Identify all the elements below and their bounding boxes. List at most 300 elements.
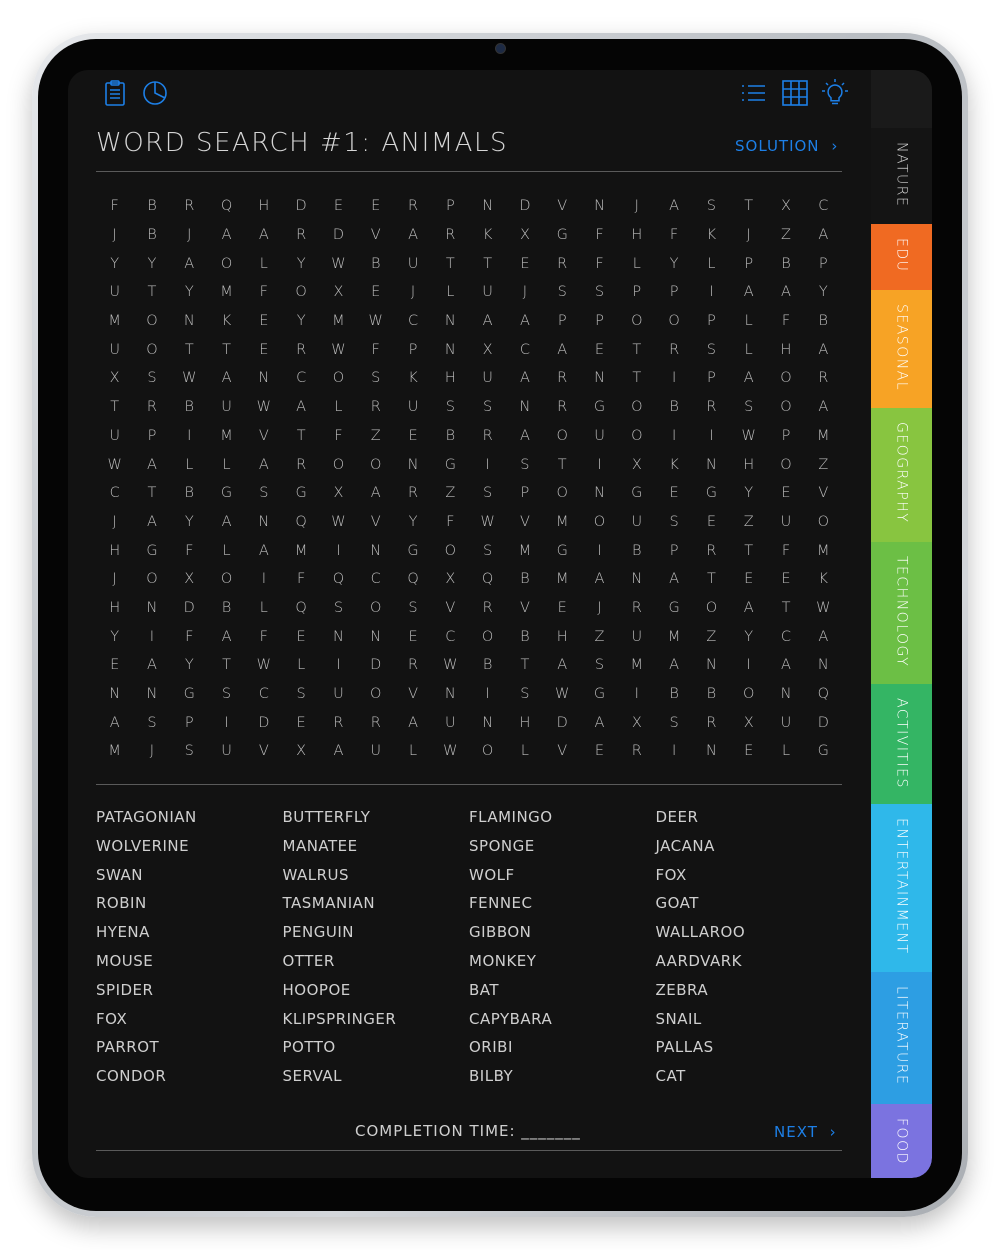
grid-letter[interactable]: E — [296, 714, 306, 731]
grid-letter[interactable]: U — [482, 370, 493, 387]
grid-letter[interactable]: S — [483, 399, 493, 416]
grid-letter[interactable]: D — [519, 198, 531, 215]
grid-icon[interactable] — [780, 78, 810, 108]
grid-letter[interactable]: K — [818, 571, 829, 588]
grid-letter[interactable]: I — [261, 571, 266, 588]
grid-letter[interactable]: H — [780, 341, 792, 358]
grid-letter[interactable]: A — [519, 427, 530, 444]
grid-letter[interactable]: F — [595, 227, 604, 244]
grid-letter[interactable]: P — [707, 313, 716, 330]
grid-letter[interactable]: J — [634, 198, 639, 215]
grid-letter[interactable]: O — [481, 628, 494, 645]
grid-letter[interactable]: R — [557, 255, 568, 272]
grid-letter[interactable]: T — [110, 399, 120, 416]
grid-letter[interactable]: L — [632, 255, 641, 272]
grid-letter[interactable]: F — [296, 571, 306, 588]
grid-letter[interactable]: E — [744, 571, 754, 588]
grid-letter[interactable]: O — [146, 341, 158, 358]
grid-letter[interactable]: I — [709, 284, 714, 301]
grid-letter[interactable]: S — [594, 284, 605, 301]
grid-letter[interactable]: N — [482, 714, 494, 731]
grid-letter[interactable]: Y — [110, 255, 120, 272]
grid-letter[interactable]: C — [370, 571, 381, 588]
grid-letter[interactable]: F — [185, 542, 194, 559]
grid-letter[interactable]: Y — [110, 628, 120, 645]
grid-letter[interactable]: Y — [147, 255, 157, 272]
grid-letter[interactable]: B — [370, 255, 381, 272]
grid-letter[interactable]: F — [371, 341, 380, 358]
grid-letter[interactable]: G — [668, 599, 680, 616]
grid-letter[interactable]: J — [410, 284, 416, 301]
grid-letter[interactable]: U — [221, 399, 232, 416]
grid-letter[interactable]: C — [780, 628, 792, 645]
grid-letter[interactable]: P — [445, 198, 455, 215]
grid-letter[interactable]: M — [630, 657, 644, 674]
grid-letter[interactable]: G — [407, 542, 419, 559]
grid-letter[interactable]: R — [146, 399, 157, 416]
grid-letter[interactable]: W — [331, 341, 346, 358]
grid-letter[interactable]: S — [483, 542, 493, 559]
grid-letter[interactable]: L — [334, 399, 343, 416]
grid-letter[interactable]: H — [631, 227, 643, 244]
grid-letter[interactable]: O — [332, 456, 345, 473]
grid-letter[interactable]: R — [333, 714, 344, 731]
grid-letter[interactable]: X — [482, 341, 493, 358]
grid-letter[interactable]: Y — [744, 485, 754, 502]
grid-letter[interactable]: L — [744, 341, 753, 358]
grid-letter[interactable]: V — [370, 227, 381, 244]
grid-letter[interactable]: O — [780, 370, 792, 387]
grid-letter[interactable]: U — [631, 513, 643, 530]
grid-letter[interactable]: Z — [818, 456, 829, 473]
grid-letter[interactable]: E — [371, 198, 381, 215]
grid-letter[interactable]: W — [368, 313, 383, 330]
grid-letter[interactable]: H — [109, 599, 121, 616]
grid-letter[interactable]: N — [705, 657, 717, 674]
grid-letter[interactable]: R — [407, 485, 419, 502]
tab-seasonal[interactable] — [871, 290, 932, 408]
grid-letter[interactable]: C — [258, 686, 269, 703]
grid-letter[interactable]: W — [443, 657, 458, 674]
grid-letter[interactable]: T — [483, 255, 493, 272]
grid-letter[interactable]: T — [632, 370, 642, 387]
grid-letter[interactable]: G — [556, 542, 568, 559]
grid-letter[interactable]: O — [444, 542, 457, 559]
tab-food[interactable] — [871, 1104, 932, 1178]
clipboard-icon[interactable] — [100, 78, 130, 108]
lightbulb-icon[interactable] — [820, 78, 850, 108]
grid-letter[interactable]: P — [408, 341, 418, 358]
grid-letter[interactable]: O — [742, 686, 755, 703]
grid-letter[interactable]: V — [370, 513, 381, 530]
grid-letter[interactable]: I — [634, 686, 639, 703]
tab-nature[interactable] — [871, 128, 932, 224]
grid-letter[interactable]: S — [296, 686, 306, 703]
grid-letter[interactable]: N — [407, 456, 419, 473]
grid-letter[interactable]: B — [706, 686, 717, 703]
grid-letter[interactable]: T — [632, 341, 642, 358]
grid-letter[interactable]: S — [333, 599, 344, 616]
grid-letter[interactable]: T — [520, 657, 530, 674]
grid-letter[interactable]: R — [706, 399, 717, 416]
grid-letter[interactable]: S — [706, 198, 716, 215]
grid-letter[interactable]: H — [109, 542, 121, 559]
grid-letter[interactable]: X — [519, 227, 530, 244]
grid-letter[interactable]: E — [669, 485, 679, 502]
grid-letter[interactable]: R — [370, 714, 381, 731]
grid-letter[interactable]: I — [485, 686, 490, 703]
grid-letter[interactable]: B — [147, 198, 157, 215]
tab-geography[interactable] — [871, 408, 932, 542]
grid-letter[interactable]: O — [593, 513, 606, 530]
grid-letter[interactable]: L — [707, 255, 716, 272]
grid-letter[interactable]: B — [818, 313, 829, 330]
grid-letter[interactable]: L — [185, 456, 194, 473]
grid-letter[interactable]: R — [296, 456, 307, 473]
grid-letter[interactable]: B — [482, 657, 493, 674]
grid-letter[interactable]: O — [146, 313, 158, 330]
grid-letter[interactable]: G — [220, 485, 233, 502]
grid-letter[interactable]: K — [408, 370, 418, 387]
grid-letter[interactable]: N — [333, 628, 344, 645]
grid-letter[interactable]: L — [781, 743, 791, 760]
grid-letter[interactable]: I — [597, 456, 602, 473]
grid-letter[interactable]: S — [706, 341, 716, 358]
grid-letter[interactable]: Z — [594, 628, 605, 645]
grid-letter[interactable]: Q — [817, 686, 829, 703]
grid-letter[interactable]: D — [817, 714, 829, 731]
grid-letter[interactable]: B — [147, 227, 157, 244]
pie-chart-icon[interactable] — [140, 78, 170, 108]
grid-letter[interactable]: P — [147, 427, 157, 444]
grid-letter[interactable]: E — [408, 427, 418, 444]
grid-letter[interactable]: O — [370, 599, 382, 616]
grid-letter[interactable]: Q — [481, 571, 494, 588]
grid-letter[interactable]: S — [259, 485, 269, 502]
grid-letter[interactable]: K — [482, 227, 493, 244]
grid-letter[interactable]: F — [334, 427, 343, 444]
grid-letter[interactable]: M — [518, 542, 532, 559]
grid-letter[interactable]: M — [817, 542, 830, 559]
grid-letter[interactable]: T — [557, 456, 567, 473]
grid-letter[interactable]: O — [780, 399, 792, 416]
grid-letter[interactable]: L — [222, 542, 231, 559]
grid-letter[interactable]: B — [669, 686, 679, 703]
grid-letter[interactable]: V — [445, 599, 456, 616]
grid-letter[interactable]: Y — [296, 313, 306, 330]
grid-letter[interactable]: R — [482, 599, 493, 616]
grid-letter[interactable]: Z — [781, 227, 791, 244]
grid-letter[interactable]: I — [709, 427, 714, 444]
grid-letter[interactable]: A — [781, 657, 791, 674]
grid-letter[interactable]: V — [408, 686, 418, 703]
grid-letter[interactable]: N — [258, 513, 270, 530]
grid-letter[interactable]: M — [555, 513, 569, 530]
grid-letter[interactable]: D — [370, 657, 382, 674]
grid-letter[interactable]: J — [522, 284, 528, 301]
grid-letter[interactable]: W — [331, 513, 346, 530]
grid-letter[interactable]: R — [184, 198, 195, 215]
grid-letter[interactable]: S — [483, 485, 493, 502]
grid-letter[interactable]: R — [557, 399, 568, 416]
grid-letter[interactable]: A — [109, 714, 120, 731]
tab-activities[interactable] — [871, 684, 932, 804]
grid-letter[interactable]: F — [781, 542, 791, 559]
grid-letter[interactable]: E — [333, 198, 344, 215]
grid-letter[interactable]: E — [259, 341, 269, 358]
grid-letter[interactable]: O — [332, 370, 345, 387]
grid-letter[interactable]: M — [667, 628, 681, 645]
grid-letter[interactable]: A — [184, 255, 195, 272]
grid-letter[interactable]: N — [444, 686, 456, 703]
grid-letter[interactable]: Q — [220, 198, 233, 215]
grid-letter[interactable]: T — [445, 255, 455, 272]
grid-letter[interactable]: B — [781, 255, 791, 272]
grid-letter[interactable]: T — [147, 485, 157, 502]
grid-letter[interactable]: U — [109, 341, 120, 358]
grid-letter[interactable]: N — [258, 370, 270, 387]
grid-letter[interactable]: A — [408, 227, 418, 244]
grid-letter[interactable]: H — [743, 456, 755, 473]
grid-letter[interactable]: L — [297, 657, 306, 674]
grid-letter[interactable]: Y — [669, 255, 679, 272]
grid-letter[interactable]: Q — [295, 599, 307, 616]
grid-letter[interactable]: Z — [370, 427, 381, 444]
grid-letter[interactable]: N — [594, 198, 605, 215]
grid-letter[interactable]: L — [259, 599, 268, 616]
grid-letter[interactable]: R — [631, 743, 642, 760]
grid-letter[interactable]: Y — [296, 255, 306, 272]
grid-letter[interactable]: I — [671, 427, 677, 444]
grid-letter[interactable]: E — [557, 599, 567, 616]
grid-letter[interactable]: O — [146, 571, 158, 588]
grid-letter[interactable]: W — [256, 399, 271, 416]
grid-letter[interactable]: O — [817, 513, 829, 530]
grid-letter[interactable]: U — [445, 714, 456, 731]
grid-letter[interactable]: I — [336, 657, 341, 674]
grid-letter[interactable]: U — [407, 399, 419, 416]
tab-entertainment[interactable] — [871, 804, 932, 972]
grid-letter[interactable]: I — [149, 628, 155, 645]
grid-letter[interactable]: E — [744, 743, 754, 760]
grid-letter[interactable]: M — [294, 542, 308, 559]
grid-letter[interactable]: A — [781, 284, 791, 301]
grid-letter[interactable]: X — [109, 370, 120, 387]
grid-letter[interactable]: H — [258, 198, 270, 215]
grid-letter[interactable]: N — [146, 686, 158, 703]
grid-letter[interactable]: A — [594, 714, 605, 731]
grid-letter[interactable]: S — [147, 714, 157, 731]
grid-letter[interactable]: X — [184, 571, 195, 588]
grid-letter[interactable]: L — [408, 743, 418, 760]
grid-letter[interactable]: S — [594, 657, 605, 674]
grid-letter[interactable]: A — [146, 657, 157, 674]
grid-letter[interactable]: D — [556, 714, 568, 731]
grid-letter[interactable]: J — [112, 227, 117, 244]
grid-letter[interactable]: A — [258, 456, 269, 473]
grid-letter[interactable]: J — [112, 571, 117, 588]
grid-letter[interactable]: T — [222, 341, 231, 358]
grid-letter[interactable]: W — [256, 657, 271, 674]
grid-letter[interactable]: N — [109, 686, 121, 703]
grid-letter[interactable]: N — [370, 542, 382, 559]
grid-letter[interactable]: T — [706, 571, 716, 588]
grid-letter[interactable]: W — [182, 370, 197, 387]
grid-letter[interactable]: E — [371, 284, 381, 301]
grid-letter[interactable]: G — [817, 743, 829, 760]
grid-letter[interactable]: A — [221, 513, 232, 530]
grid-letter[interactable]: U — [780, 714, 792, 731]
grid-letter[interactable]: R — [296, 341, 307, 358]
grid-letter[interactable]: A — [669, 657, 680, 674]
grid-letter[interactable]: D — [295, 198, 307, 215]
grid-letter[interactable]: X — [296, 743, 307, 760]
grid-letter[interactable]: W — [480, 513, 495, 530]
grid-letter[interactable]: O — [481, 743, 494, 760]
grid-letter[interactable]: R — [445, 227, 456, 244]
next-button[interactable] — [774, 1123, 837, 1141]
grid-letter[interactable]: I — [485, 456, 490, 473]
grid-letter[interactable]: Y — [818, 284, 828, 301]
grid-letter[interactable]: I — [671, 370, 677, 387]
grid-letter[interactable]: E — [594, 341, 605, 358]
list-icon[interactable] — [738, 78, 768, 108]
grid-letter[interactable]: T — [296, 427, 306, 444]
tab-literature[interactable] — [871, 972, 932, 1104]
grid-letter[interactable]: M — [817, 427, 830, 444]
grid-letter[interactable]: H — [519, 714, 531, 731]
grid-letter[interactable]: A — [221, 370, 232, 387]
grid-letter[interactable]: R — [669, 341, 680, 358]
grid-letter[interactable]: G — [593, 399, 606, 416]
grid-letter[interactable]: O — [370, 456, 382, 473]
grid-letter[interactable]: S — [184, 743, 194, 760]
grid-letter[interactable]: E — [296, 628, 306, 645]
grid-letter[interactable]: N — [146, 599, 158, 616]
grid-letter[interactable]: J — [149, 743, 155, 760]
grid-letter[interactable]: E — [110, 657, 120, 674]
grid-letter[interactable]: F — [259, 628, 268, 645]
grid-letter[interactable]: E — [706, 513, 716, 530]
grid-letter[interactable]: P — [669, 542, 679, 559]
grid-letter[interactable]: R — [706, 714, 717, 731]
grid-letter[interactable]: Z — [445, 485, 456, 502]
grid-letter[interactable]: A — [669, 198, 680, 215]
grid-letter[interactable]: Y — [408, 513, 418, 530]
grid-letter[interactable]: N — [444, 341, 456, 358]
grid-letter[interactable]: G — [593, 686, 606, 703]
grid-letter[interactable]: F — [446, 513, 455, 530]
grid-letter[interactable]: P — [818, 255, 828, 272]
grid-letter[interactable]: A — [519, 313, 530, 330]
grid-letter[interactable]: G — [146, 542, 158, 559]
grid-letter[interactable]: D — [258, 714, 270, 731]
grid-letter[interactable]: X — [781, 198, 791, 215]
grid-letter[interactable]: M — [332, 313, 345, 330]
grid-letter[interactable]: N — [594, 485, 605, 502]
grid-letter[interactable]: A — [669, 571, 680, 588]
grid-letter[interactable]: A — [333, 743, 344, 760]
grid-letter[interactable]: N — [817, 657, 829, 674]
grid-letter[interactable]: P — [557, 313, 567, 330]
grid-letter[interactable]: W — [816, 599, 831, 616]
grid-letter[interactable]: A — [146, 513, 157, 530]
grid-letter[interactable]: S — [520, 686, 530, 703]
grid-letter[interactable]: A — [258, 227, 269, 244]
grid-letter[interactable]: A — [743, 284, 754, 301]
grid-letter[interactable]: B — [632, 542, 642, 559]
grid-letter[interactable]: A — [296, 399, 307, 416]
grid-letter[interactable]: K — [706, 227, 717, 244]
grid-letter[interactable]: H — [556, 628, 568, 645]
grid-letter[interactable]: F — [595, 255, 604, 272]
grid-letter[interactable]: Q — [332, 571, 345, 588]
grid-letter[interactable]: Q — [295, 513, 307, 530]
grid-letter[interactable]: S — [744, 399, 754, 416]
grid-letter[interactable]: K — [221, 313, 232, 330]
grid-letter[interactable]: R — [557, 370, 568, 387]
grid-letter[interactable]: E — [408, 628, 418, 645]
grid-letter[interactable]: N — [370, 628, 382, 645]
grid-letter[interactable]: L — [520, 743, 529, 760]
grid-letter[interactable]: A — [557, 657, 568, 674]
grid-letter[interactable]: R — [407, 198, 419, 215]
grid-letter[interactable]: O — [705, 599, 718, 616]
grid-letter[interactable]: N — [482, 198, 494, 215]
grid-letter[interactable]: O — [556, 485, 568, 502]
grid-letter[interactable]: E — [781, 485, 791, 502]
grid-letter[interactable]: Z — [743, 513, 754, 530]
grid-letter[interactable]: B — [520, 571, 530, 588]
grid-letter[interactable]: M — [108, 743, 121, 760]
grid-letter[interactable]: A — [482, 313, 493, 330]
grid-letter[interactable]: U — [407, 255, 419, 272]
grid-letter[interactable]: Y — [184, 284, 194, 301]
grid-letter[interactable]: I — [187, 427, 192, 444]
grid-letter[interactable]: T — [147, 284, 157, 301]
grid-letter[interactable]: V — [557, 198, 568, 215]
grid-letter[interactable]: U — [780, 513, 792, 530]
grid-letter[interactable]: T — [744, 198, 754, 215]
grid-letter[interactable]: G — [556, 227, 568, 244]
grid-letter[interactable]: O — [631, 313, 643, 330]
grid-letter[interactable]: N — [519, 399, 531, 416]
grid-letter[interactable]: E — [781, 571, 791, 588]
grid-letter[interactable]: V — [519, 513, 530, 530]
grid-letter[interactable]: U — [109, 284, 120, 301]
grid-letter[interactable]: A — [818, 341, 829, 358]
grid-letter[interactable]: E — [259, 313, 269, 330]
grid-letter[interactable]: V — [818, 485, 829, 502]
grid-letter[interactable]: L — [744, 313, 753, 330]
grid-letter[interactable]: B — [445, 427, 456, 444]
grid-letter[interactable]: L — [259, 255, 268, 272]
grid-letter[interactable]: A — [743, 370, 754, 387]
grid-letter[interactable]: V — [258, 427, 269, 444]
grid-letter[interactable]: N — [705, 456, 717, 473]
grid-letter[interactable]: I — [671, 743, 677, 760]
grid-letter[interactable]: B — [520, 628, 530, 645]
grid-letter[interactable]: F — [781, 313, 791, 330]
grid-letter[interactable]: S — [221, 686, 232, 703]
grid-letter[interactable]: W — [443, 743, 458, 760]
grid-letter[interactable]: X — [631, 456, 642, 473]
grid-letter[interactable]: A — [818, 628, 829, 645]
grid-letter[interactable]: A — [221, 628, 232, 645]
grid-letter[interactable]: U — [370, 743, 382, 760]
grid-letter[interactable]: R — [296, 227, 307, 244]
grid-letter[interactable]: M — [555, 571, 569, 588]
